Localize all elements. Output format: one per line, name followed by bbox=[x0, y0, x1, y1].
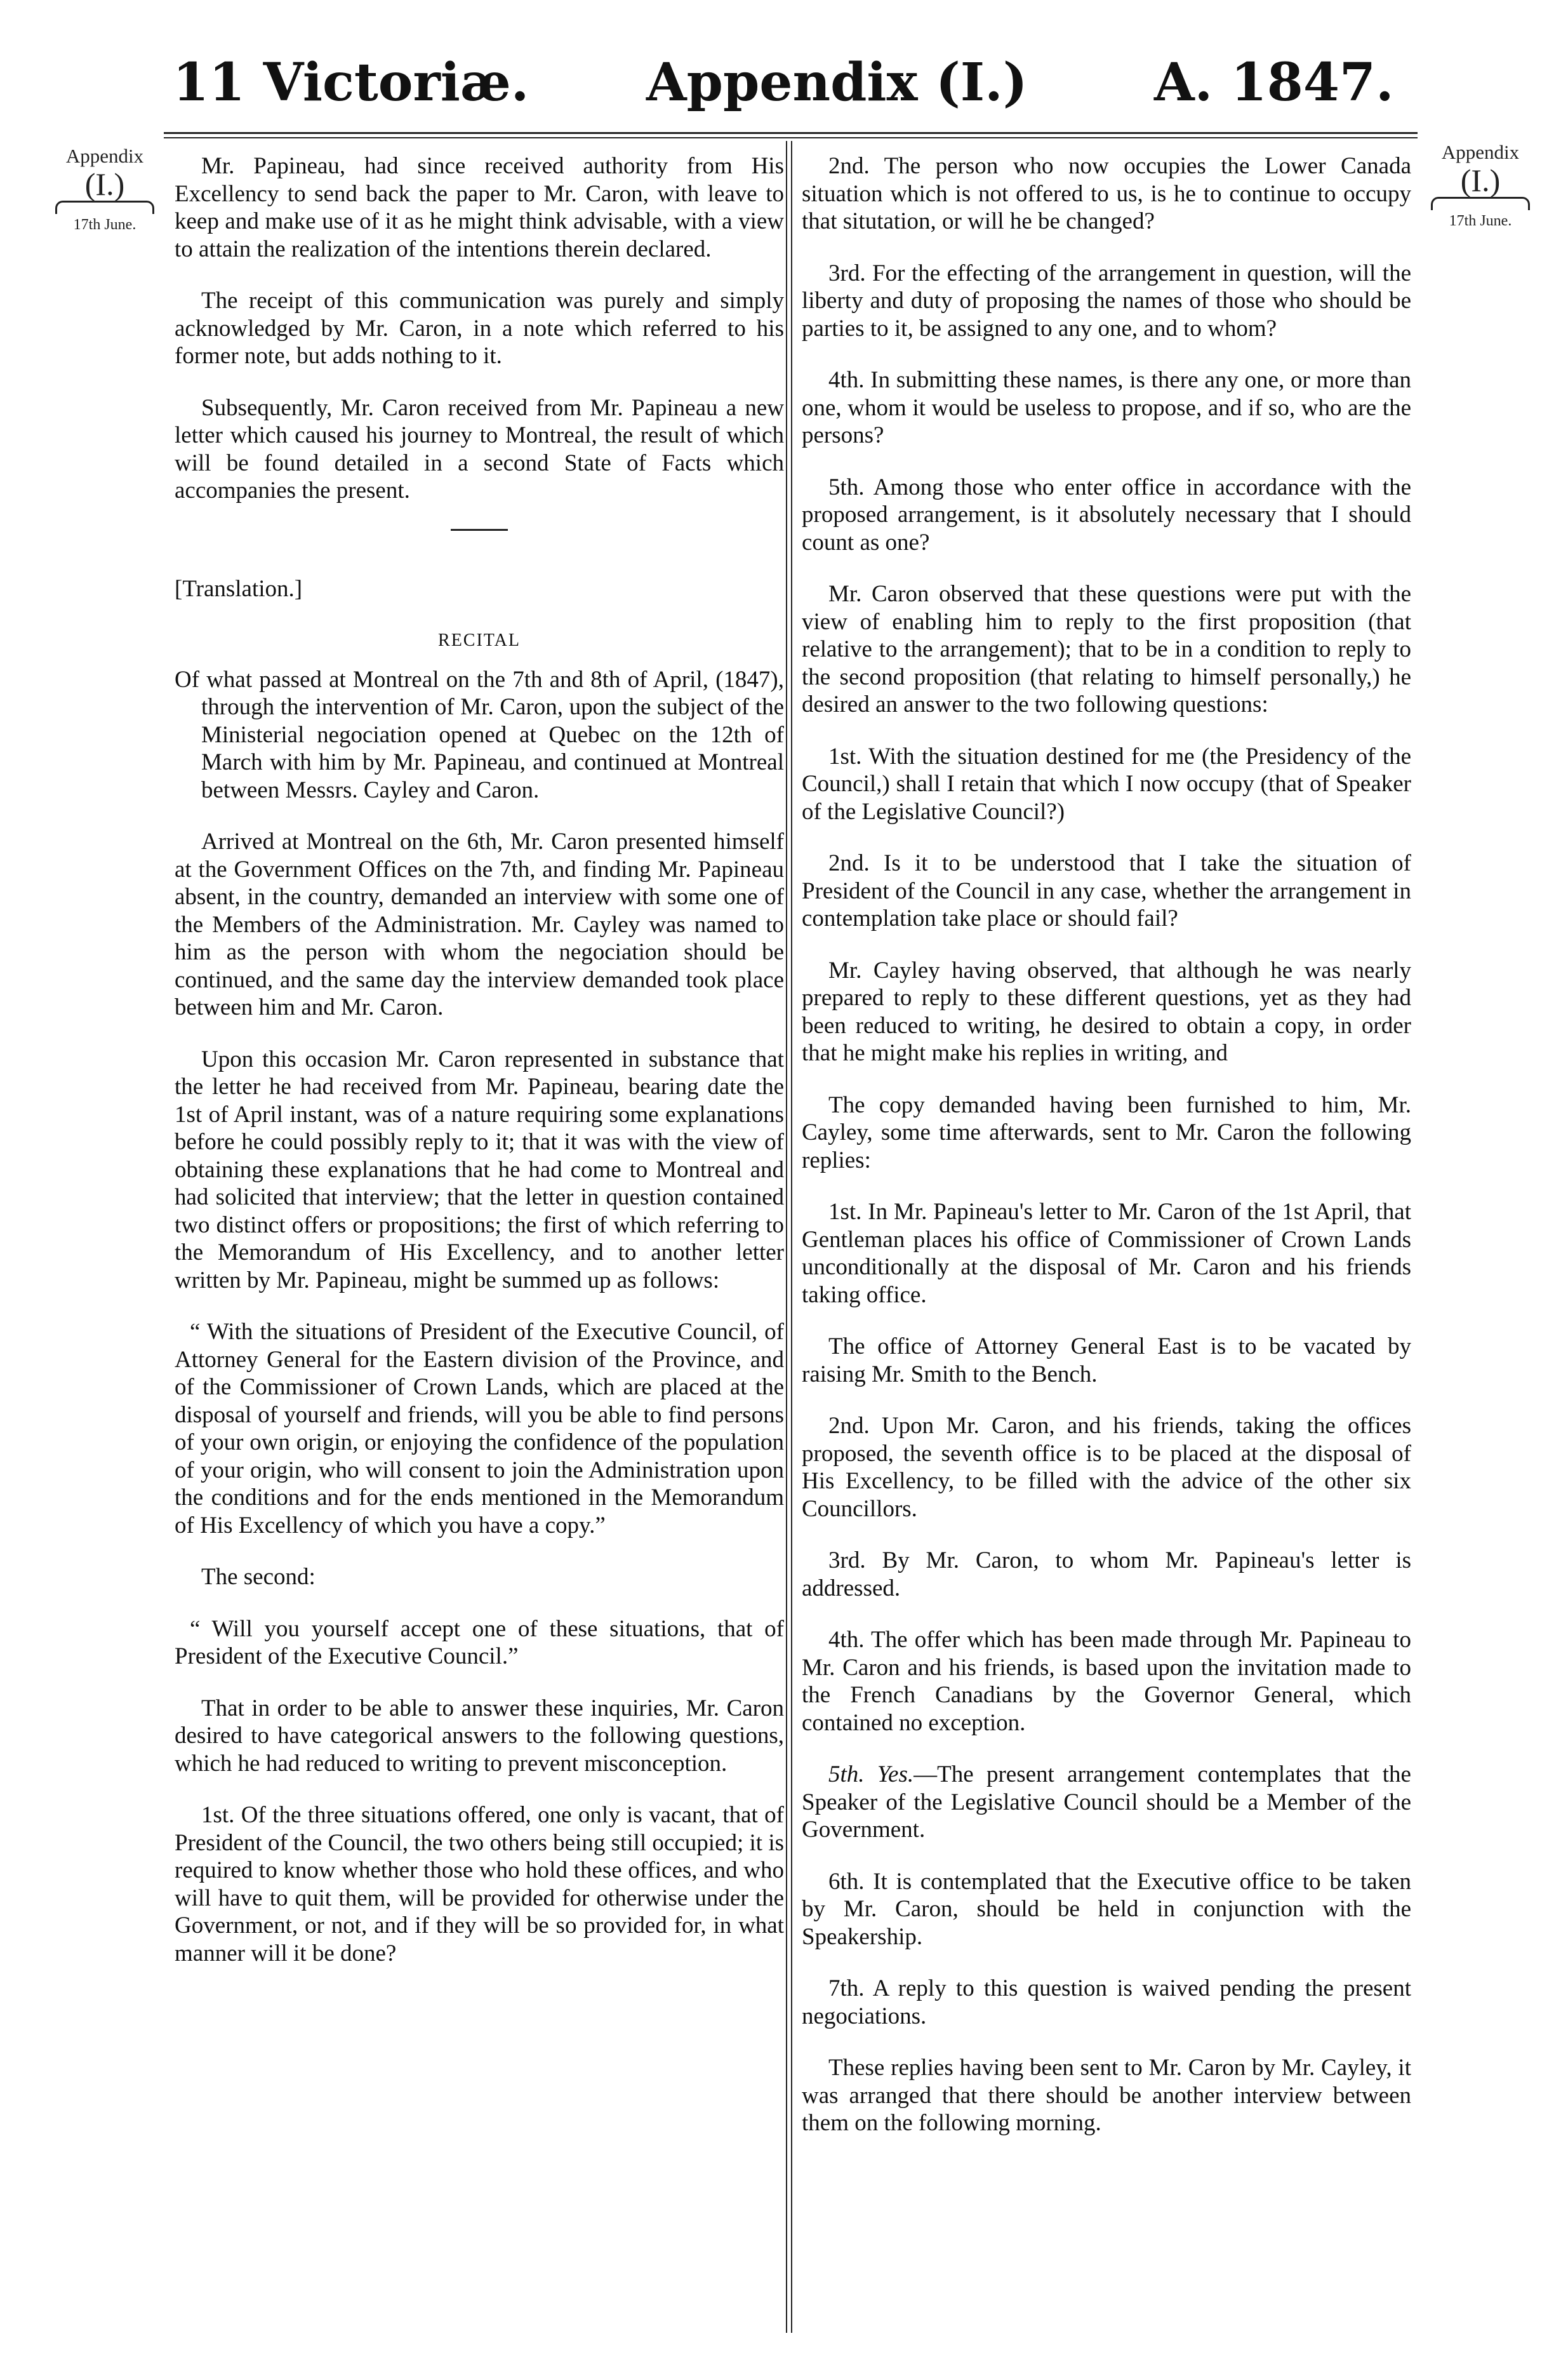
brace-icon bbox=[1431, 197, 1530, 210]
paragraph: 2nd. Upon Mr. Caron, and his friends, taking the offices proposed, the seventh office is to be placed at the disposal of His Excellency, to be filled with the advice of the other six Councillors. bbox=[802, 1413, 1411, 1522]
column-divider bbox=[786, 141, 787, 2333]
margin-note-right bbox=[1418, 141, 1543, 230]
margin-appendix-number: (I.) bbox=[1460, 163, 1501, 198]
header-rule-thin bbox=[164, 137, 1418, 138]
header-appendix: Appendix (I.) bbox=[646, 52, 1028, 113]
paragraph: 2nd. The person who now occupies the Lower Canada situation which is not offered to us, is he to continue to occupy that situtation, or will he be changed? bbox=[802, 153, 1411, 234]
margin-appendix-number: (I.) bbox=[84, 166, 125, 202]
paragraph bbox=[802, 1761, 1411, 1844]
paragraph: Upon this occasion Mr. Caron represented in substance that the letter he had received from Mr. Papineau, bearing date the 1st of April instant, was of a nature requiring some explanations before he could possibly reply to it; that it was with the view of obtaining these explanations that he had come to Montreal and had solicited that interview; that the letter in question contained two distinct offers or propositions; the first of which referring to the Memorandum of His Excellency, and to another letter written by Mr. Papineau, might be summed up as follows: bbox=[175, 1046, 784, 1293]
paragraph: 2nd. Is it to be understood that I take the situation of President of the Council in any case, whether the arrangement in contemplation take place or should fail? bbox=[802, 850, 1411, 931]
italic-answer: 5th. Yes. bbox=[828, 1761, 914, 1787]
translation-label: [Translation.] bbox=[175, 575, 303, 602]
paragraph: 3rd. By Mr. Caron, to whom Mr. Papineau's letter is addressed. bbox=[802, 1547, 1411, 1601]
paragraph: 1st. With the situation destined for me (the Presidency of the Council,) shall I retain that which I now occupy (that of Speaker of the Legislative Council?) bbox=[802, 743, 1411, 825]
paragraph: Mr. Papineau, had since received authority from His Excellency to send back the paper to Mr. Caron, with leave to keep and make use of it as he might think advisable, with a view to attain the realization of the intentions therein declared. bbox=[175, 153, 784, 262]
margin-date: 17th June. bbox=[1449, 213, 1512, 229]
brace-icon bbox=[55, 201, 154, 214]
header-year: A. 1847. bbox=[1154, 52, 1394, 113]
paragraph: 4th. The offer which has been made through Mr. Papineau to Mr. Caron and his friends, is based upon the invitation made to the French Canadians by the Governor General, which contained no exception. bbox=[802, 1627, 1411, 1736]
paragraph-text: —The present arrangement contemplates that the Speaker of the Legislative Council should be a Member of the Government. bbox=[802, 1761, 1411, 1843]
paragraph: These replies having been sent to Mr. Caron by Mr. Cayley, it was arranged that there should be another interview between them on the following morning. bbox=[802, 2055, 1411, 2136]
margin-date: 17th June. bbox=[73, 217, 136, 233]
paragraph: 3rd. For the effecting of the arrangement in question, will the liberty and duty of proposing the names of those who should be parties to it, be assigned to any one, and to whom? bbox=[802, 260, 1411, 342]
paragraph: 5th. Among those who enter office in accordance with the proposed arrangement, is it absolutely necessary that I should count as one? bbox=[802, 474, 1411, 556]
right-column bbox=[802, 152, 1411, 2161]
quotation: “ Will you yourself accept one of these situations, that of President of the Executive Council.” bbox=[175, 1615, 784, 1669]
paragraph: 7th. A reply to this question is waived pending the present negociations. bbox=[802, 1975, 1411, 2029]
paragraph: Arrived at Montreal on the 6th, Mr. Caron presented himself at the Government Offices on the 7th, and finding Mr. Papineau absent, in the country, demanded an interview with some one of the Members of the Administration. Mr. Cayley was named to him as the person with whom the negociation should be continued, and the same day the interview demanded took place between him and Mr. Caron. bbox=[175, 829, 784, 1020]
column-divider bbox=[791, 141, 792, 2333]
paragraph: Mr. Caron observed that these questions were put with the view of enabling him to reply to the first proposition (that relative to the arrangement); that to be in a condition to reply to the second proposition (that relating to himself personally,) he desired an answer to the two following questions: bbox=[802, 581, 1411, 717]
paragraph: 6th. It is contemplated that the Executive office to be taken by Mr. Caron, should be held in conjunction with the Speakership. bbox=[802, 1868, 1411, 1950]
margin-appendix-label: Appendix bbox=[65, 145, 144, 167]
paragraph: Subsequently, Mr. Caron received from Mr. Papineau a new letter which caused his journey to Montreal, the result of which will be found detailed in a second State of Facts which accompanies the present. bbox=[175, 394, 784, 504]
paragraph: 1st. In Mr. Papineau's letter to Mr. Caron of the 1st April, that Gentleman places his office of Commissioner of Crown Lands unconditionally at the disposal of Mr. Caron and his friends taking office. bbox=[802, 1199, 1411, 1308]
paragraph: The copy demanded having been furnished to him, Mr. Cayley, some time afterwards, sent to Mr. Caron the following replies: bbox=[802, 1091, 1411, 1173]
header-session: 11 Victoriæ. bbox=[173, 52, 529, 113]
paragraph: The office of Attorney General East is to be vacated by raising Mr. Smith to the Bench. bbox=[802, 1333, 1411, 1387]
left-column bbox=[175, 152, 784, 1991]
quotation: “ With the situations of President of the Executive Council, of Attorney General for the Eastern division of the Province, and of the Commissioner of Crown Lands, which are placed at the disposal of yourself and friends, will you be able to find persons of your own origin, or enjoying the confidence of the population of your origin, who will consent to join the Administration upon the conditions and for the ends mentioned in the Memorandum of His Excellency of which you have a copy.” bbox=[175, 1319, 784, 1538]
recital-summary: Of what passed at Montreal on the 7th and 8th of April, (1847), through the intervention of Mr. Caron, upon the subject of the Ministerial negociation opened at Quebec on the 12th of March with him by Mr. Papineau, and continued at Montreal between Messrs. Cayley and Caron. bbox=[175, 666, 784, 803]
paragraph: 4th. In submitting these names, is there any one, or more than one, whom it would be useless to propose, and if so, who are the persons? bbox=[802, 367, 1411, 448]
paragraph: That in order to be able to answer these inquiries, Mr. Caron desired to have categorical answers to the following questions, which he had reduced to writing to prevent misconception. bbox=[175, 1695, 784, 1777]
paragraph: Mr. Cayley having observed, that although he was nearly prepared to reply to these different questions, yet as they had been reduced to writing, he desired to obtain a copy, in order that he might make his replies in writing, and bbox=[802, 957, 1411, 1066]
header-rule-thick bbox=[164, 132, 1418, 134]
margin-note-left bbox=[44, 145, 165, 234]
page-header bbox=[0, 52, 1568, 128]
paragraph: 1st. Of the three situations offered, one only is vacant, that of President of the Council, the two others being still occupied; it is required to know whether those who hold these offices, and who will have to quit them, will be provided for otherwise under the Government, or not, and if they will be so provided for, in what manner will it be done? bbox=[175, 1802, 784, 1966]
paragraph: The second: bbox=[201, 1564, 316, 1590]
section-heading: RECITAL bbox=[438, 631, 521, 650]
section-divider bbox=[451, 529, 508, 531]
margin-appendix-label: Appendix bbox=[1441, 141, 1520, 163]
paragraph: The receipt of this communication was purely and simply acknowledged by Mr. Caron, in a note which referred to his former note, but adds nothing to it. bbox=[175, 288, 784, 369]
